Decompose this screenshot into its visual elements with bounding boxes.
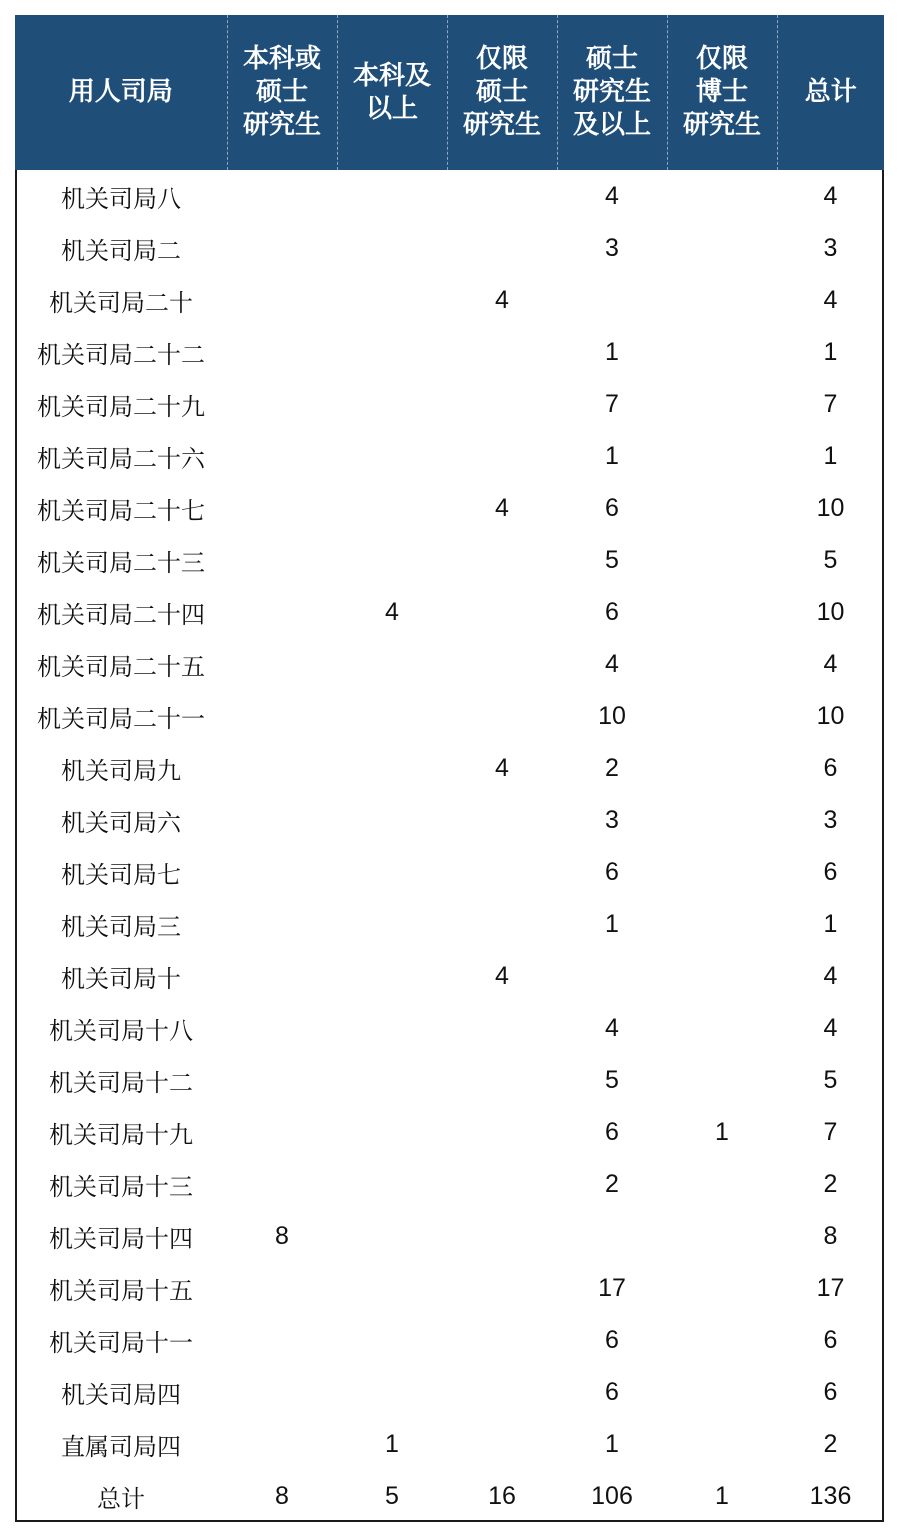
master-only-cell [447, 1366, 557, 1418]
department-cell: 直属司局四 [61, 1432, 181, 1461]
master-only-cell [447, 586, 557, 638]
total-doctor-only-cell: 1 [715, 1481, 729, 1510]
department-cell: 机关司局二十 [49, 288, 193, 317]
bachelor-and-above-cell [337, 690, 447, 742]
bachelor-and-above-cell [337, 1054, 447, 1106]
doctor-only-cell [667, 378, 777, 430]
total-row [15, 1470, 884, 1522]
total-cell: 1 [823, 337, 838, 366]
table-body [15, 170, 884, 1522]
total-cell: 3 [823, 233, 838, 262]
total-cell: 10 [816, 701, 845, 730]
total-cell: 6 [823, 753, 838, 782]
table-row [15, 534, 884, 586]
bachelor-and-above-cell [337, 1262, 447, 1314]
doctor-only-cell [667, 1314, 777, 1366]
doctor-only-cell [667, 430, 777, 482]
department-cell: 机关司局十一 [49, 1328, 193, 1357]
master-and-above-cell: 1 [605, 909, 619, 938]
master-and-above-cell: 1 [605, 337, 619, 366]
bachelor-and-above-cell [337, 742, 447, 794]
bachelor-and-above-cell [337, 326, 447, 378]
master-and-above-cell: 1 [605, 441, 619, 470]
table-row [15, 274, 884, 326]
department-cell: 机关司局八 [61, 184, 181, 213]
bachelor-or-master-cell [227, 586, 337, 638]
master-and-above-cell: 6 [605, 1117, 619, 1146]
master-and-above-cell: 6 [605, 1377, 619, 1406]
master-only-cell [447, 326, 557, 378]
department-cell: 机关司局二十五 [37, 652, 205, 681]
header-total: 总计 [777, 15, 884, 170]
master-and-above-cell: 4 [605, 1013, 619, 1042]
master-only-cell [447, 534, 557, 586]
department-cell: 机关司局二十七 [37, 496, 205, 525]
doctor-only-cell [667, 482, 777, 534]
department-cell: 机关司局十二 [49, 1068, 193, 1097]
bachelor-or-master-cell [227, 846, 337, 898]
bachelor-and-above-cell [337, 482, 447, 534]
department-cell: 机关司局四 [61, 1380, 181, 1409]
bachelor-and-above-cell: 1 [385, 1429, 399, 1458]
department-cell: 机关司局二十九 [37, 392, 205, 421]
total-cell: 7 [823, 1117, 838, 1146]
doctor-only-cell [667, 1366, 777, 1418]
header-master-only: 仅限 硕士 研究生 [447, 15, 557, 170]
bachelor-or-master-cell [227, 482, 337, 534]
master-and-above-cell: 17 [598, 1273, 626, 1302]
doctor-only-cell [667, 534, 777, 586]
total-cell: 2 [823, 1169, 838, 1198]
bachelor-and-above-cell [337, 1210, 447, 1262]
table-row [15, 222, 884, 274]
master-and-above-cell: 3 [605, 805, 619, 834]
total-cell: 4 [823, 285, 838, 314]
table-row [15, 378, 884, 430]
doctor-only-cell [667, 1262, 777, 1314]
total-cell: 10 [816, 597, 845, 626]
bachelor-and-above-cell [337, 898, 447, 950]
total-cell: 4 [823, 961, 838, 990]
bachelor-or-master-cell [227, 1314, 337, 1366]
master-and-above-cell: 3 [605, 233, 619, 262]
table-row [15, 1262, 884, 1314]
master-and-above-cell [557, 274, 667, 326]
total-cell: 3 [823, 805, 838, 834]
master-only-cell [447, 1054, 557, 1106]
master-and-above-cell: 2 [605, 753, 619, 782]
total-cell: 6 [823, 1377, 838, 1406]
department-cell: 机关司局七 [61, 860, 181, 889]
master-and-above-cell: 2 [605, 1169, 619, 1198]
master-only-cell [447, 690, 557, 742]
recruitment-table [15, 15, 884, 1522]
department-cell: 机关司局二十二 [37, 340, 205, 369]
bachelor-or-master-cell [227, 222, 337, 274]
table-row [15, 742, 884, 794]
table-header [15, 15, 884, 170]
bachelor-or-master-cell [227, 690, 337, 742]
bachelor-or-master-cell [227, 1002, 337, 1054]
total-cell: 4 [823, 181, 838, 210]
master-only-cell [447, 898, 557, 950]
master-and-above-cell: 10 [598, 701, 626, 730]
table-row [15, 1158, 884, 1210]
bachelor-and-above-cell [337, 1158, 447, 1210]
doctor-only-cell [667, 274, 777, 326]
department-cell: 机关司局十九 [49, 1120, 193, 1149]
doctor-only-cell [667, 1054, 777, 1106]
table-row [15, 1210, 884, 1262]
master-and-above-cell: 4 [605, 649, 619, 678]
table-row [15, 794, 884, 846]
master-only-cell [447, 1210, 557, 1262]
master-only-cell: 4 [495, 285, 509, 314]
bachelor-or-master-cell [227, 1106, 337, 1158]
department-cell: 机关司局十八 [49, 1016, 193, 1045]
total-cell: 5 [823, 545, 838, 574]
total-cell: 4 [823, 649, 838, 678]
master-only-cell [447, 1418, 557, 1470]
master-only-cell: 4 [495, 493, 509, 522]
doctor-only-cell [667, 326, 777, 378]
department-cell: 机关司局十三 [49, 1172, 193, 1201]
master-only-cell [447, 378, 557, 430]
department-cell: 机关司局十五 [49, 1276, 193, 1305]
bachelor-and-above-cell [337, 274, 447, 326]
total-cell: 1 [823, 441, 838, 470]
department-cell: 机关司局二十四 [37, 600, 205, 629]
header-bachelor-and-above: 本科及 以上 [337, 15, 447, 170]
bachelor-or-master-cell [227, 742, 337, 794]
doctor-only-cell [667, 1418, 777, 1470]
table-row [15, 430, 884, 482]
doctor-only-cell [667, 1210, 777, 1262]
total-cell: 17 [816, 1273, 845, 1302]
table-row [15, 482, 884, 534]
master-only-cell [447, 222, 557, 274]
total-cell: 6 [823, 857, 838, 886]
doctor-only-cell [667, 898, 777, 950]
total-total-cell: 136 [809, 1481, 852, 1510]
master-and-above-cell: 7 [605, 389, 619, 418]
header-bachelor-or-master: 本科或 硕士 研究生 [227, 15, 337, 170]
department-cell: 机关司局二十一 [37, 704, 205, 733]
master-only-cell [447, 430, 557, 482]
table-row [15, 1418, 884, 1470]
bachelor-or-master-cell [227, 534, 337, 586]
bachelor-and-above-cell [337, 846, 447, 898]
master-and-above-cell [557, 1210, 667, 1262]
bachelor-and-above-cell [337, 1366, 447, 1418]
department-cell: 机关司局二 [61, 236, 181, 265]
total-bachelor-and-above-cell: 5 [385, 1481, 399, 1510]
department-cell: 机关司局十四 [49, 1224, 193, 1253]
master-and-above-cell: 5 [605, 545, 619, 574]
table-row [15, 950, 884, 1002]
master-only-cell [447, 794, 557, 846]
bachelor-or-master-cell [227, 898, 337, 950]
bachelor-and-above-cell [337, 378, 447, 430]
doctor-only-cell [667, 170, 777, 222]
doctor-only-cell [667, 1002, 777, 1054]
master-and-above-cell: 6 [605, 857, 619, 886]
total-cell: 10 [816, 493, 845, 522]
bachelor-or-master-cell [227, 170, 337, 222]
doctor-only-cell [667, 950, 777, 1002]
bachelor-and-above-cell [337, 534, 447, 586]
master-and-above-cell: 5 [605, 1065, 619, 1094]
master-only-cell [447, 170, 557, 222]
bachelor-or-master-cell [227, 274, 337, 326]
doctor-only-cell [667, 1158, 777, 1210]
header-row [15, 15, 884, 170]
bachelor-and-above-cell [337, 1106, 447, 1158]
bachelor-or-master-cell [227, 950, 337, 1002]
bachelor-or-master-cell [227, 1158, 337, 1210]
master-only-cell: 4 [495, 753, 509, 782]
doctor-only-cell [667, 742, 777, 794]
total-bachelor-or-master-cell: 8 [275, 1481, 289, 1510]
master-and-above-cell: 6 [605, 597, 619, 626]
bachelor-and-above-cell [337, 950, 447, 1002]
bachelor-or-master-cell: 8 [275, 1221, 289, 1250]
doctor-only-cell [667, 794, 777, 846]
master-only-cell [447, 1262, 557, 1314]
table-row [15, 1366, 884, 1418]
table-row [15, 898, 884, 950]
table-row [15, 846, 884, 898]
master-only-cell [447, 638, 557, 690]
master-only-cell [447, 1106, 557, 1158]
master-only-cell [447, 846, 557, 898]
header-doctor-only: 仅限 博士 研究生 [667, 15, 777, 170]
header-department: 用人司局 [15, 15, 227, 170]
department-cell: 机关司局二十六 [37, 444, 205, 473]
table-row [15, 586, 884, 638]
master-and-above-cell: 1 [605, 1429, 619, 1458]
table-row [15, 1054, 884, 1106]
bachelor-and-above-cell [337, 1314, 447, 1366]
total-cell: 7 [823, 389, 838, 418]
total-cell: 8 [823, 1221, 838, 1250]
bachelor-or-master-cell [227, 1366, 337, 1418]
bachelor-or-master-cell [227, 1418, 337, 1470]
bachelor-or-master-cell [227, 1262, 337, 1314]
table-row [15, 1106, 884, 1158]
bachelor-and-above-cell [337, 430, 447, 482]
bachelor-or-master-cell [227, 638, 337, 690]
table-row [15, 1314, 884, 1366]
bachelor-and-above-cell [337, 1002, 447, 1054]
master-only-cell [447, 1158, 557, 1210]
total-master-only-cell: 16 [488, 1481, 516, 1510]
total-label: 总计 [97, 1484, 145, 1513]
table-row [15, 170, 884, 222]
department-cell: 机关司局九 [61, 756, 181, 785]
bachelor-and-above-cell [337, 222, 447, 274]
department-cell: 机关司局二十三 [37, 548, 205, 577]
doctor-only-cell [667, 586, 777, 638]
bachelor-or-master-cell [227, 378, 337, 430]
doctor-only-cell [667, 222, 777, 274]
master-only-cell [447, 1002, 557, 1054]
total-cell: 1 [823, 909, 838, 938]
table-frame [15, 15, 884, 1522]
total-cell: 2 [823, 1429, 838, 1458]
master-only-cell: 4 [495, 961, 509, 990]
doctor-only-cell: 1 [715, 1117, 729, 1146]
master-and-above-cell [557, 950, 667, 1002]
total-master-and-above-cell: 106 [591, 1481, 633, 1510]
table-row [15, 1002, 884, 1054]
bachelor-and-above-cell [337, 794, 447, 846]
master-and-above-cell: 6 [605, 493, 619, 522]
doctor-only-cell [667, 690, 777, 742]
bachelor-or-master-cell [227, 1054, 337, 1106]
master-and-above-cell: 4 [605, 181, 619, 210]
bachelor-or-master-cell [227, 430, 337, 482]
bachelor-or-master-cell [227, 794, 337, 846]
doctor-only-cell [667, 638, 777, 690]
department-cell: 机关司局三 [61, 912, 181, 941]
department-cell: 机关司局十 [61, 964, 181, 993]
bachelor-and-above-cell [337, 638, 447, 690]
total-cell: 6 [823, 1325, 838, 1354]
header-master-and-above: 硕士 研究生 及以上 [557, 15, 667, 170]
department-cell: 机关司局六 [61, 808, 181, 837]
master-and-above-cell: 6 [605, 1325, 619, 1354]
master-only-cell [447, 1314, 557, 1366]
table-row [15, 638, 884, 690]
bachelor-and-above-cell [337, 170, 447, 222]
total-cell: 4 [823, 1013, 838, 1042]
total-cell: 5 [823, 1065, 838, 1094]
doctor-only-cell [667, 846, 777, 898]
table-row [15, 690, 884, 742]
bachelor-or-master-cell [227, 326, 337, 378]
table-row [15, 326, 884, 378]
bachelor-and-above-cell: 4 [385, 597, 399, 626]
